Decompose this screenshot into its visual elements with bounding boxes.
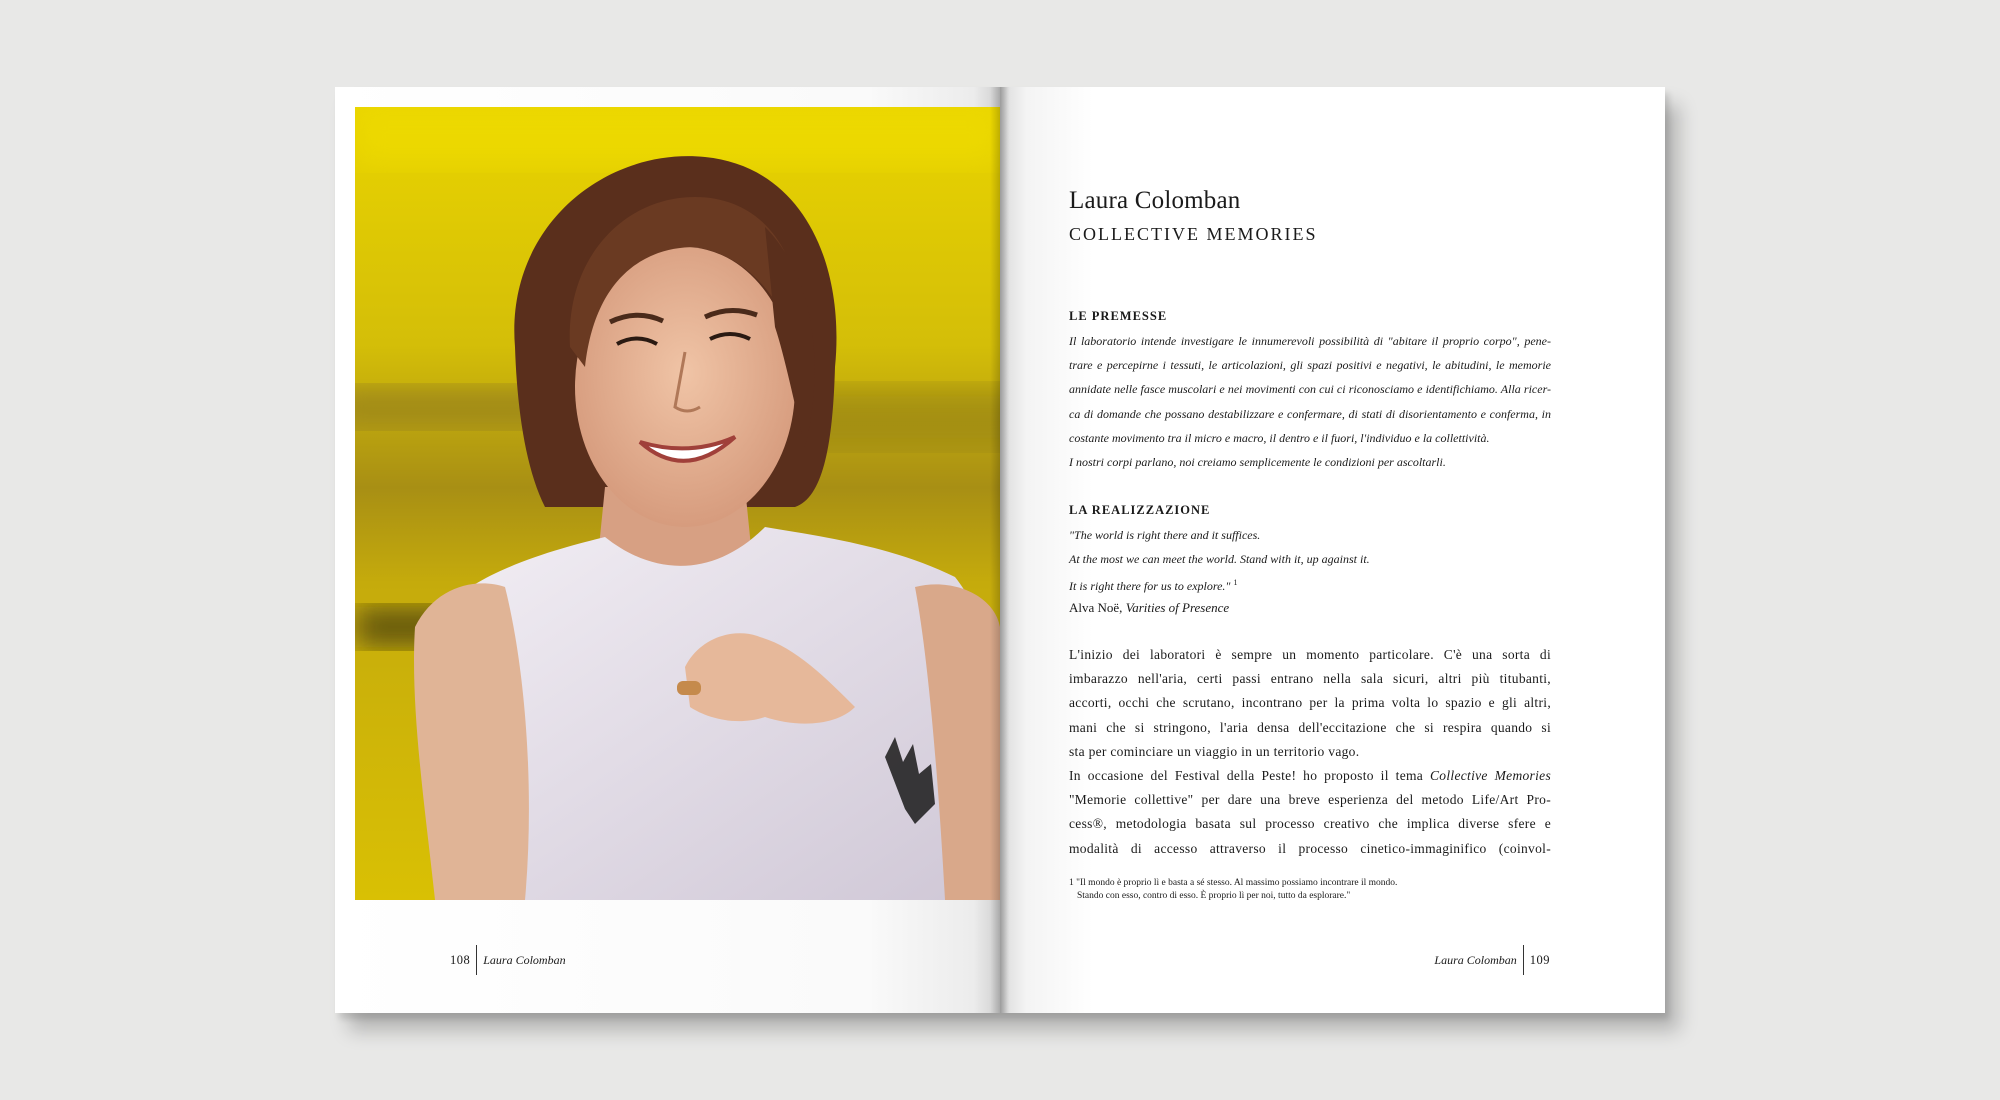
left-folio — [450, 945, 566, 975]
attribution-author: Alva Noë, — [1069, 599, 1126, 615]
portrait-photo — [355, 107, 1000, 900]
section-heading-premesse: LE PREMESSE — [1069, 309, 1168, 323]
folio-divider — [1523, 945, 1524, 975]
premesse-line: trare e percepirne i tessuti, le articolazioni, gli spazi positivi e negativi, le abitudini, le memorie — [1069, 358, 1551, 373]
body-line: imbarazzo nell'aria, certi passi entrano nella sala sicuri, altri più titubanti, — [1069, 671, 1551, 687]
book-spread — [335, 87, 1665, 1013]
premesse-line: costante movimento tra il micro e macro, il dentro e il fuori, l'individuo e la collettività. — [1069, 430, 1490, 445]
premesse-line: ca di domande che possano destabilizzare e confermare, di stati di disorientamento e conferma, in — [1069, 406, 1551, 421]
premesse-line: Il laboratorio intende investigare le innumerevoli possibilità di "abitare il proprio corpo", pene- — [1069, 334, 1551, 348]
quote-text: It is right there for us to explore." — [1069, 579, 1231, 594]
premesse-line: annidate nelle fasce muscolari e nei movimenti con cui ci riconosciamo e identifichiamo. Alla ricer- — [1069, 382, 1551, 397]
running-head: Laura Colomban — [483, 952, 566, 967]
quote-line: At the most we can meet the world. Stand with it, up against it. — [1069, 552, 1370, 567]
body-line: modalità di accesso attraverso il processo cinetico-immaginifico (coinvol- — [1069, 840, 1551, 856]
body-line: accorti, occhi che scrutano, incontrano per la prima volta lo spazio e gli altri, — [1069, 695, 1551, 711]
left-page — [335, 87, 1000, 1013]
footnote-ref: 1 — [1233, 578, 1238, 588]
body-line: mani che si stringono, l'aria densa dell'eccitazione che si respira quando si — [1069, 719, 1551, 735]
footnote-line: Stando con esso, contro di esso. È proprio lì per noi, tutto da esplorare." — [1077, 891, 1351, 901]
section-heading-realizzazione: LA REALIZZAZIONE — [1069, 503, 1211, 517]
body-text — [1069, 643, 1551, 861]
body-line: cess®, metodologia basata sul processo creativo che implica diverse sfere e — [1069, 816, 1551, 832]
quote-line — [1069, 571, 1551, 595]
article-title: COLLECTIVE MEMORIES — [1069, 224, 1318, 244]
portrait-illustration — [355, 107, 1000, 900]
right-page — [1000, 87, 1665, 1013]
quote-attribution — [1069, 596, 1551, 620]
premesse-text — [1069, 329, 1551, 474]
attribution-work: Varities of Presence — [1125, 599, 1230, 615]
quote-block — [1069, 523, 1551, 620]
body-line: L'inizio dei laboratori è sempre un momento particolare. C'è una sorta di — [1069, 647, 1551, 662]
body-text-pre: In occasione del Festival della Peste! ho proposto il tema — [1069, 767, 1430, 783]
gutter-shadow — [990, 87, 1010, 1013]
page-number: 108 — [450, 952, 471, 967]
body-line — [1069, 764, 1551, 788]
body-line: sta per cominciare un viaggio in un territorio vago. — [1069, 743, 1360, 759]
body-line: "Memorie collettive" per dare una breve esperienza del metodo Life/Art Pro- — [1069, 792, 1551, 808]
author-name: Laura Colomban — [1069, 187, 1241, 214]
footnote — [1069, 877, 1549, 903]
footnote-marker: 1 — [1069, 878, 1074, 888]
page-number: 109 — [1529, 952, 1550, 967]
footnote-line: "Il mondo è proprio lì e basta a sé stesso. Al massimo possiamo incontrare il mondo. — [1076, 878, 1398, 888]
quote-line: "The world is right there and it suffices. — [1069, 528, 1261, 542]
folio-divider — [476, 945, 477, 975]
right-folio — [1434, 945, 1550, 975]
running-head: Laura Colomban — [1434, 952, 1517, 967]
premesse-line: I nostri corpi parlano, noi creiamo semplicemente le condizioni per ascoltarli. — [1069, 454, 1446, 469]
body-text-em: Collective Memories — [1430, 767, 1551, 783]
